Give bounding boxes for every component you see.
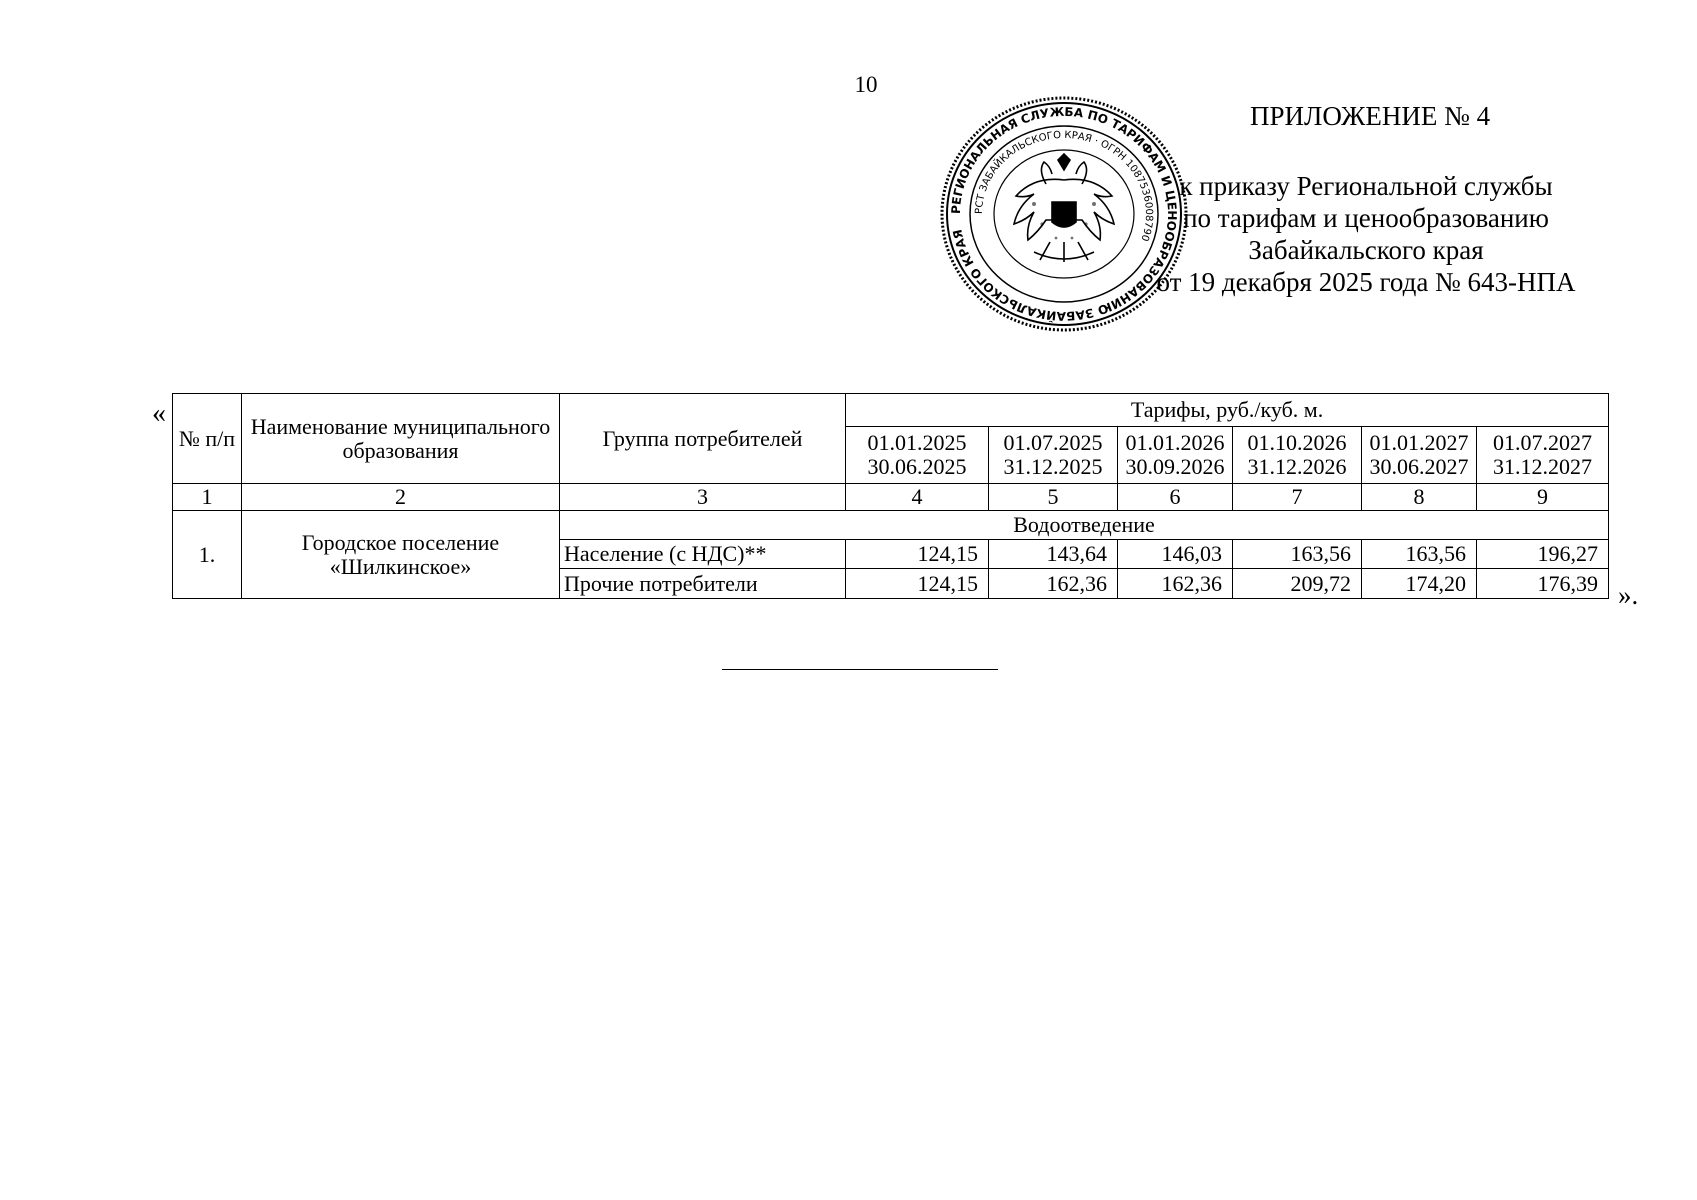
- column-number: 1: [173, 484, 242, 511]
- column-number: 3: [560, 484, 846, 511]
- tariff-value: 163,56: [1362, 540, 1477, 569]
- tariff-value: 174,20: [1362, 569, 1477, 599]
- header-period: 01.01.2026 30.09.2026: [1118, 427, 1233, 484]
- seal-outer-text: РЕГИОНАЛЬНАЯ СЛУЖБА ПО ТАРИФАМ И ЦЕНООБРАЗОВАНИЮ ЗАБАЙКАЛЬСКОГО КРАЯ: [948, 104, 1180, 324]
- header-period: 01.07.2025 31.12.2025: [989, 427, 1118, 484]
- header-period: 01.07.2027 31.12.2027: [1477, 427, 1609, 484]
- appendix-title: ПРИЛОЖЕНИЕ № 4: [1250, 101, 1491, 131]
- tariff-value: 143,64: [989, 540, 1118, 569]
- header-period: 01.10.2026 31.12.2026: [1233, 427, 1362, 484]
- column-number: 6: [1118, 484, 1233, 511]
- table-row: [173, 511, 1609, 540]
- header-municipality: Наименование муниципального образования: [242, 394, 560, 484]
- tariff-value: 209,72: [1233, 569, 1362, 599]
- row-num: 1.: [173, 511, 242, 599]
- footer-divider: [722, 669, 998, 670]
- header-tariffs: Тарифы, руб./куб. м.: [846, 394, 1609, 427]
- column-number: 9: [1477, 484, 1609, 511]
- header-period: 01.01.2027 30.06.2027: [1362, 427, 1477, 484]
- eagle-emblem-icon: [1014, 154, 1114, 262]
- opening-quote: «: [152, 398, 166, 429]
- column-number: 4: [846, 484, 989, 511]
- tariff-value: 124,15: [846, 540, 989, 569]
- official-seal: [938, 92, 1190, 336]
- column-number: 5: [989, 484, 1118, 511]
- tariff-value: 162,36: [1118, 569, 1233, 599]
- tariff-value: 163,56: [1233, 540, 1362, 569]
- column-number: 8: [1362, 484, 1477, 511]
- tariff-table: [172, 393, 1609, 599]
- appendix-line-2: по тарифам и ценообразованию: [1183, 203, 1549, 233]
- appendix-line-3: Забайкальского края: [1248, 235, 1484, 265]
- header-num: № п/п: [173, 394, 242, 484]
- column-number: 7: [1233, 484, 1362, 511]
- appendix-line-1: к приказу Региональной службы: [1179, 171, 1553, 201]
- group-name: Население (с НДС)**: [560, 540, 846, 569]
- appendix-line-4: от 19 декабря 2025 года № 643-НПА: [1156, 267, 1576, 297]
- group-name: Прочие потребители: [560, 569, 846, 599]
- tariff-value: 146,03: [1118, 540, 1233, 569]
- column-number: 2: [242, 484, 560, 511]
- tariff-value: 176,39: [1477, 569, 1609, 599]
- tariff-value: 196,27: [1477, 540, 1609, 569]
- closing-quote: ».: [1618, 580, 1639, 610]
- row-service: Водоотведение: [560, 511, 1609, 540]
- page-number: 10: [854, 72, 878, 97]
- column-number-row: [173, 484, 1609, 511]
- seal-stamp-icon: [938, 92, 1190, 336]
- row-municipality: Городское поселение «Шилкинское»: [242, 511, 560, 599]
- tariff-value: 162,36: [989, 569, 1118, 599]
- tariff-value: 124,15: [846, 569, 989, 599]
- seal-inner-text: РСТ ЗАБАЙКАЛЬСКОГО КРАЯ · ОГРН 1087536008790: [973, 129, 1155, 243]
- header-group: Группа потребителей: [560, 394, 846, 484]
- header-period: 01.01.2025 30.06.2025: [846, 427, 989, 484]
